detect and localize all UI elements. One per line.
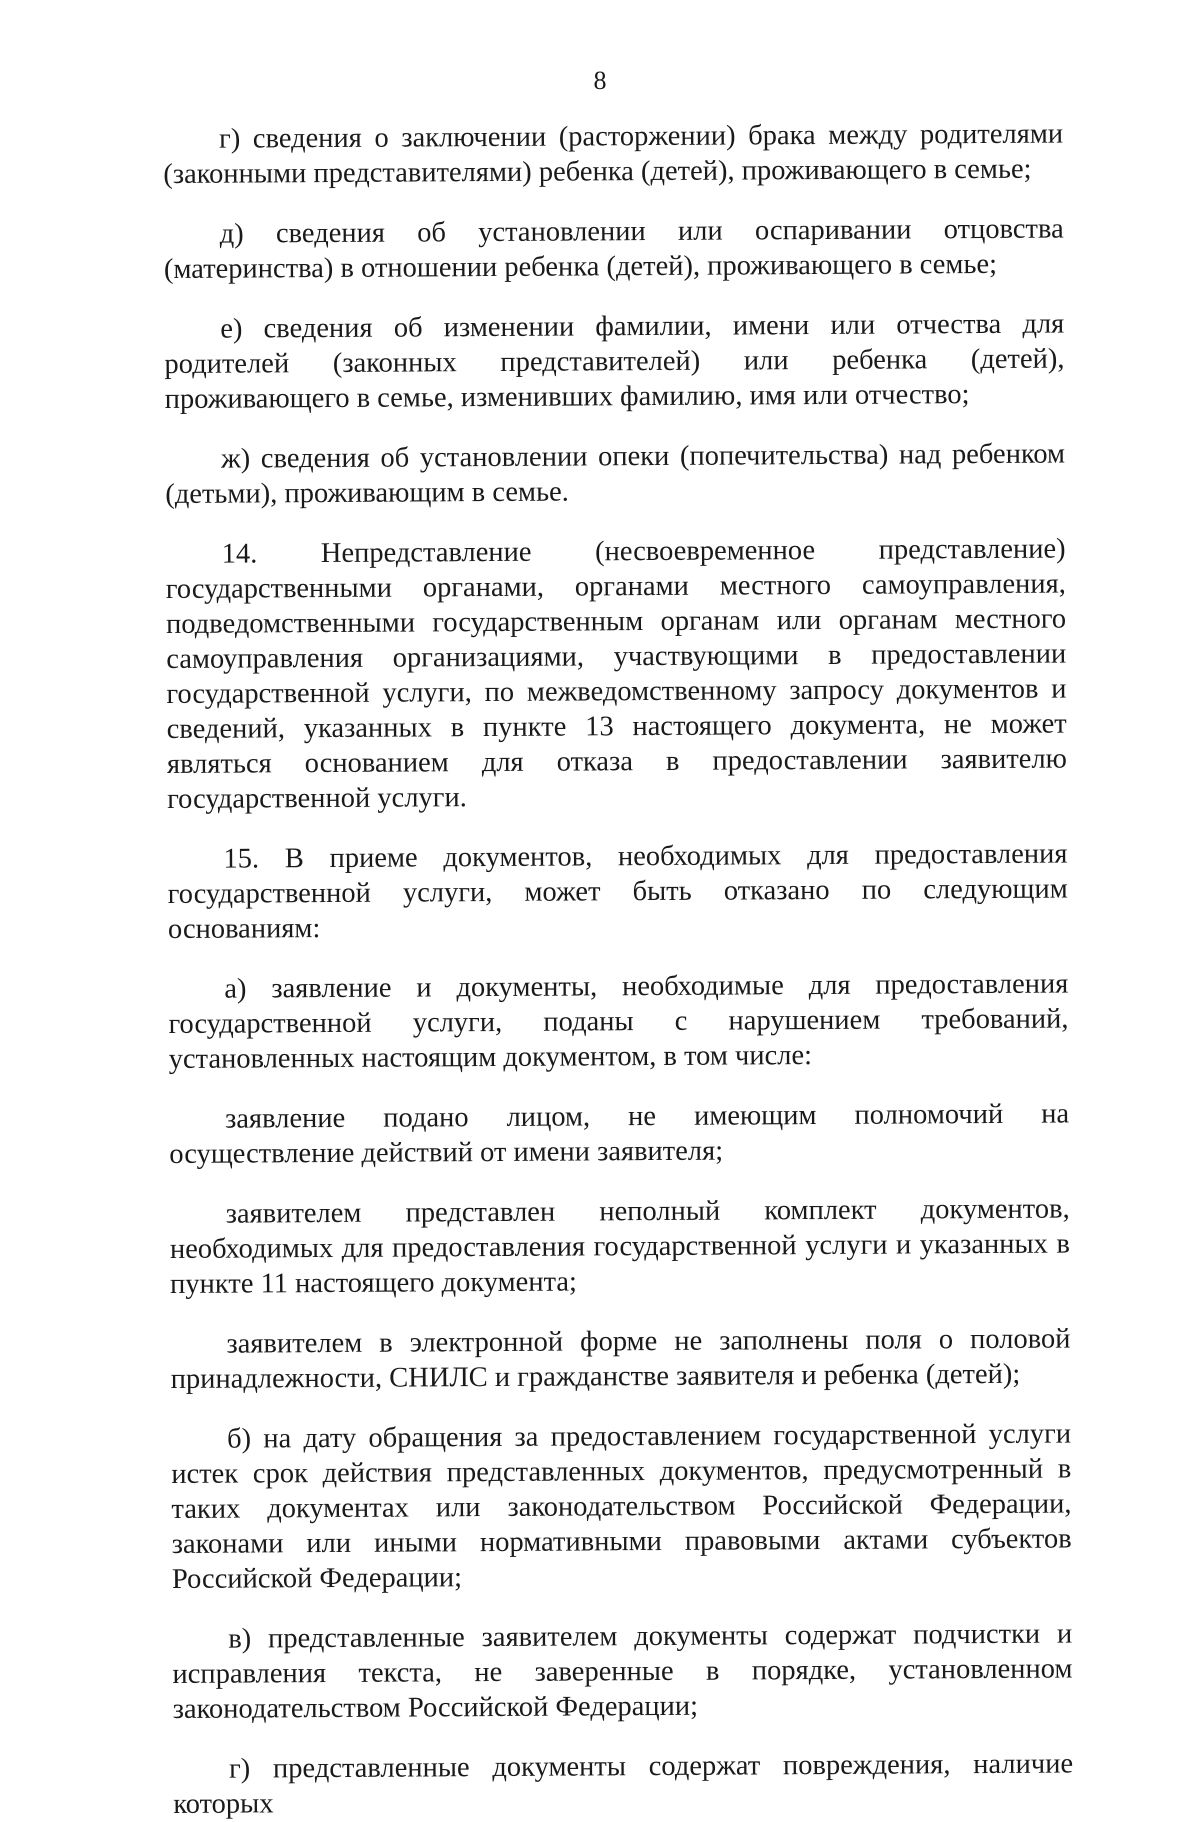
paragraph-13g: г) сведения о заключении (расторжении) брака между родителями (законными представителями) ребенка (детей), проживающего в семье; — [163, 118, 1064, 190]
paragraph-15: 15. В приеме документов, необходимых для предоставления государственной услуги, может быть отказано по следующим основаниям: — [167, 838, 1068, 945]
paragraph-15g: г) представленные документы содержат повреждения, наличие которых — [173, 1748, 1074, 1820]
paragraph-15v: в) представленные заявителем документы содержат подчистки и исправления текста, не заверенные в порядке, установленном законодательством Российской Федерации; — [172, 1618, 1073, 1725]
paragraph-15a-item-3: заявителем в электронной форме не заполнены поля о половой принадлежности, СНИЛС и гражданстве заявителя и ребенка (детей); — [170, 1323, 1071, 1395]
document-body — [163, 117, 1073, 1822]
paragraph-13e: е) сведения об изменении фамилии, имени или отчества для родителей (законных представителей) или ребенка (детей), проживающего в семье, изменивших фамилию, имя или отчество; — [164, 308, 1065, 415]
paragraph-15a: а) заявление и документы, необходимые для предоставления государственной услуги, поданы с нарушением требований, установленных настоящим документом, в том числе: — [168, 968, 1069, 1075]
paragraph-14: 14. Непредставление (несвоевременное представление) государственными органами, органами местного самоуправления, подведомственными государственным органам или органам местного самоуправления организациями, участвующими в предоставлении государственной услуги, по межведомственному запросу документов и сведений, указанных в пункте 13 настоящего документа, не может являться основанием для отказа в предоставлении заявителю государственной услуги. — [165, 533, 1068, 815]
paragraph-15b: б) на дату обращения за предоставлением государственной услуги истек срок действия представленных документов, предусмотренный в таких документах или законодательством Российской Федерации, законами или иными нормативными правовыми актами субъектов Российской Федерации; — [171, 1418, 1072, 1595]
paragraph-15a-item-2: заявителем представлен неполный комплект документов, необходимых для предоставления государственной услуги и указанных в пункте 11 настоящего документа; — [169, 1193, 1070, 1300]
paragraph-13d: д) сведения об установлении или оспаривании отцовства (материнства) в отношении ребенка (детей), проживающего в семье; — [163, 213, 1064, 285]
page-number: 8 — [593, 66, 607, 95]
paragraph-13zh: ж) сведения об установлении опеки (попечительства) над ребенком (детьми), проживающим в семье. — [165, 438, 1066, 510]
paragraph-15a-item-1: заявление подано лицом, не имеющим полномочий на осуществление действий от имени заявителя; — [169, 1098, 1070, 1170]
